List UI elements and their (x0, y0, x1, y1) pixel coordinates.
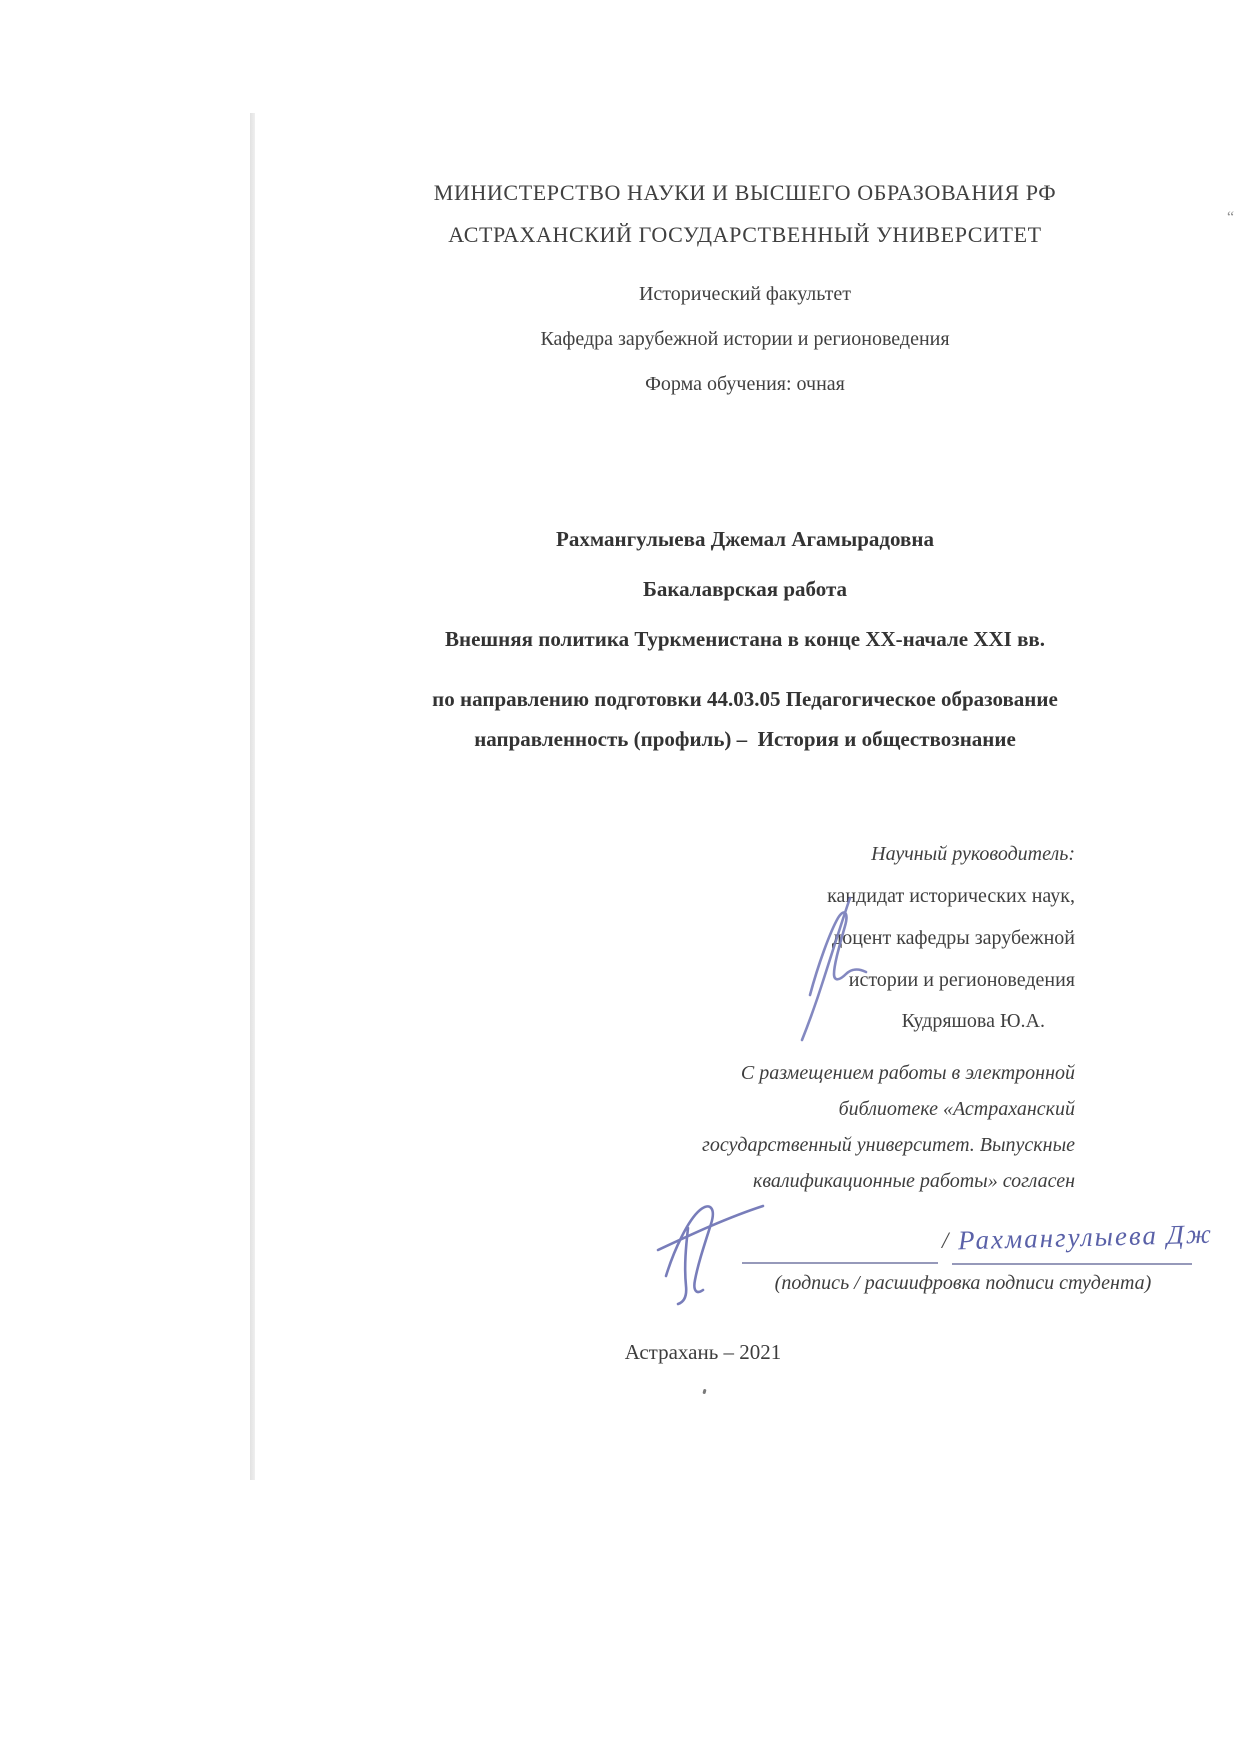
supervisor-position-2: истории и регионоведения (848, 969, 1075, 991)
faculty-name: Исторический факультет (638, 283, 852, 305)
supervisor-signature (788, 890, 883, 1045)
consent-line-3: государственный университет. Выпускные (702, 1134, 1075, 1156)
signature-caption: (подпись / расшифровка подписи студента) (774, 1272, 1152, 1294)
thesis-title: Внешняя политика Туркменистана в конце XX-начале XXI вв. (444, 627, 1046, 651)
scan-artifact-mark: “ (1227, 209, 1235, 226)
consent-line-2: библиотеке «Астраханский (838, 1098, 1075, 1120)
handwritten-student-name: Рахмангулыева Дж (957, 1218, 1214, 1256)
handwritten-name-underline (952, 1263, 1192, 1265)
university-header: АСТРАХАНСКИЙ ГОСУДАРСТВЕННЫЙ УНИВЕРСИТЕТ (448, 222, 1042, 247)
page-edge-shadow-line (250, 113, 255, 1480)
work-type: Бакалаврская работа (642, 577, 848, 601)
signature-separator: / (942, 1228, 949, 1253)
supervisor-degree: кандидат исторических наук, (827, 885, 1075, 907)
scan-artifact-dot (702, 1389, 706, 1395)
consent-line-4: квалификационные работы» согласен (752, 1170, 1075, 1192)
ministry-header: МИНИСТЕРСТВО НАУКИ И ВЫСШЕГО ОБРАЗОВАНИЯ РФ (433, 180, 1057, 205)
city-year-footer: Астрахань – 2021 (624, 1340, 782, 1364)
signature-blank-underline (742, 1262, 938, 1264)
program-line-1: по направлению подготовки 44.03.05 Педагогическое образование (432, 687, 1058, 711)
program-line-2: направленность (профиль) – История и обществознание (474, 727, 1016, 751)
author-name: Рахмангулыева Джемал Агамырадовна (556, 527, 934, 551)
supervisor-position-1: доцент кафедры зарубежной (832, 927, 1075, 949)
department-name: Кафедра зарубежной истории и регионоведения (540, 328, 950, 350)
study-form: Форма обучения: очная (645, 373, 845, 395)
supervisor-name: Кудряшова Ю.А. (901, 1010, 1045, 1032)
consent-line-1: С размещением работы в электронной (740, 1062, 1075, 1084)
supervisor-label: Научный руководитель: (871, 843, 1075, 865)
